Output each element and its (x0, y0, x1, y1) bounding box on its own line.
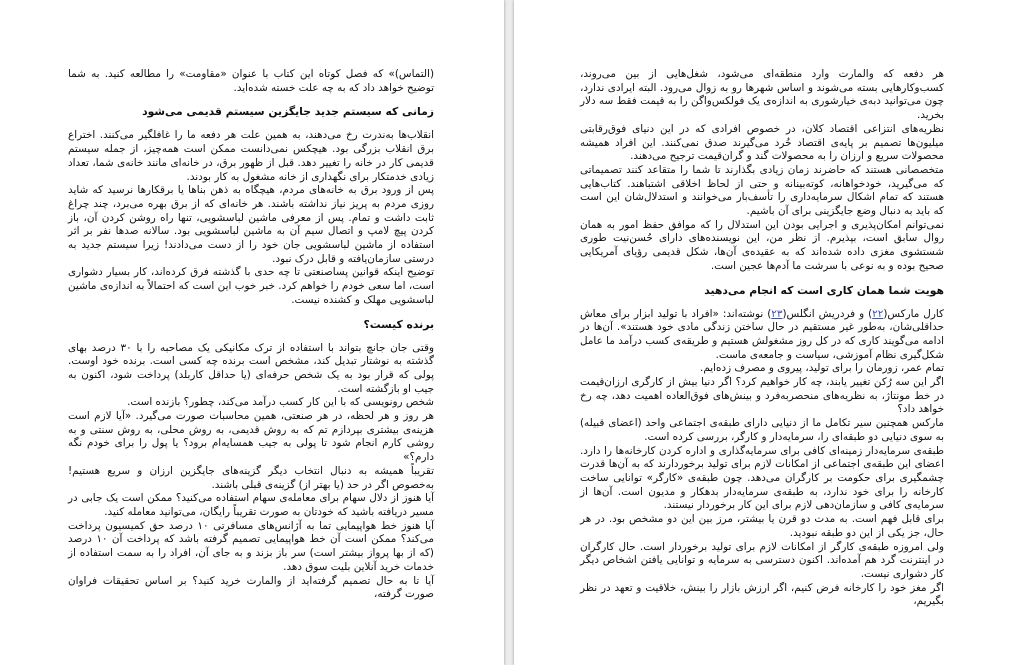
section-heading: برنده کیست؟ (363, 317, 434, 331)
footnote-link-23[interactable]: ۲۳ (771, 307, 783, 320)
page-right-text (580, 68, 944, 609)
paragraph: پس از ورود برق به خانه‌های مردم، هیچگاه به ذهن بناها یا برقکارها نرسید که شاید روزی مردم به پریز نیاز نداشته باشند. هر خانه‌ای که از برق بهره می‌برد، چند چراغ ثابت داشت و تمام. پس از معرفی ماشین لباسشویی، تنها راه روشن کردن آن، باز کردن پیچ لامپ و اتصال سیم آن به ماشین لباسشویی بود. سالانه صدها نفر بر اثر استفاده از ماشین لباسشویی جان خود را از دست می‌دادند! زیرا سیستم جدید به درستی سازمان‌یافته و قابل درک نبود. (68, 184, 434, 265)
section-heading: زمانی که سیستم جدید جایگزین سیستم قدیمی می‌شود (142, 105, 434, 119)
paragraph: تقریباً همیشه به دنبال انتخاب دیگر گزینه‌های جایگزین ارزان و سریع هستیم! به‌خصوص اگر در حد (یا بهتر از) گزینه‌ی قبلی باشند. (68, 464, 434, 491)
paragraph: نظریه‌های انتزاعی اقتصاد کلان، در خصوص افرادی که در این دنیای فوق‌رقابتی میلیون‌ها تصمیم بر پایه‌ی اقتصاد خُرد می‌گیرند صدق نمی‌کنند. این افراد همیشه محصولات سریع و ارزان را به محصولات گند و گران‌قیمت ترجیح می‌دهند. (580, 122, 944, 163)
paragraph: تمام عمر، زورمان را برای تولید، پیروی و مصرف زده‌ایم. (700, 362, 944, 375)
paragraph: مارکس همچنین سیر تکامل ما از دنیایی دارای طبقه‌ی اجتماعی واحد (اعضای قبیله) به سوی دنیایی دو طبقه‌ای را، سرمایه‌دار و کارگر، بررسی کرده است. (580, 417, 944, 443)
paragraph: اگر این سه رُکن تغییر یابند، چه کار خواهیم کرد؟ اگر دنیا بیش از کارگری ارزان‌قیمت در خط مونتاژ، به نظریه‌های منحصربه‌فرد و بینش‌های فوق‌العاده اهمیت دهد، چه رخ خواهد داد؟ (580, 376, 944, 416)
paragraph: هر دفعه که والمارت وارد منطقه‌ای می‌شود، شغل‌هایی از بین می‌روند، کسب‌وکارهایی بسته می‌شوند و اساس شهرها رو به زوال می‌رود. البته ایرادی ندارد، چون می‌توانید دبه‌ی خیارشوری به اندازه‌ی یک فولکس‌واگن را به قیمت فقط سه دلار بخرید. (580, 68, 944, 122)
paragraph-text: کارل مارکس( (883, 307, 944, 320)
paragraph: آیا هنوز از دلال سهام برای معامله‌ی سهام استفاده می‌کنید؟ ممکن است یک جابی در مسیر دریافته باشید که خودتان به صورت تقریباً رایگان، می‌توانید معامله کنید. (68, 492, 434, 518)
paragraph: متخصصانی هستند که حاضرند زمان زیادی بگذارند تا شما را متقاعد کنند تصمیماتی که می‌گیرید، خودخواهانه، کوته‌بینانه و حتی از لحاظ اخلاقی اشتباهند. کتاب‌هایی هستند که تمام اشکال سرمایه‌داری را تأسف‌بار می‌خوانند و استدلال‌شان این است که باید به دنبال وضع جایگزینی برای آن باشیم. (580, 163, 944, 218)
paragraph-with-footnotes (580, 308, 944, 363)
paragraph: هر روز و هر لحظه، در هر صنعتی، همین محاسبات صورت می‌گیرد. «آیا لازم است هزینه‌ی بیشتری بپردازم تم که به روش قدیمی، به روش محلی، به روش سنتی و به روشی کارم انجام شود تا پولی به جیب همسایه‌ام برود؟ یا پول را برای خودم نگه دارم؟» (68, 410, 434, 464)
page-left-text (68, 68, 434, 602)
document-page-right (514, 0, 1024, 665)
paragraph: شخص رونویسی که با این کار کسب درآمد می‌کند، چطور؟ بازنده است. (127, 396, 434, 409)
footnote-link-22[interactable]: ۲۲ (872, 307, 884, 320)
paragraph: نمی‌توانم امکان‌پذیری و اجرایی بودن این استدلال را که موافق حفظ امور به همان روال سابق است، بپذیرم. از نظر من، این نویسنده‌های دارای حُسن‌نیت طوری شستشوی مغزی داده شده‌اند که به عقیده‌ی آن‌ها، شکل قدیمی رؤیای آمریکایی صحیح بوده و به نوعی با سرشت ما آدم‌ها عجین است. (580, 218, 944, 272)
paragraph: انقلاب‌ها به‌ندرت رخ می‌دهند، به همین علت هر دفعه ما را غافلگیر می‌کنند. اختراع برق انقلاب بزرگی بود. هیچکس نمی‌دانست ممکن است همه‌چیز، از جمله سیستم قدیمی کار در خانه را تغییر دهد. قبل از ظهور برق، در خانه‌ای مانند خانه‌ی شما، تعداد زیادی خدمتکار برای نگهداری از خانه مشغول به کار بودند. (68, 129, 434, 183)
paragraph: (التماس)» که فصل کوتاه این کتاب با عنوان «مقاومت» را مطالعه کنید. به شما توضیح خواهد داد که به چه علت خسته شده‌اید. (68, 68, 434, 94)
paragraph: طبقه‌ی سرمایه‌دار زمینه‌ای کافی برای سرمایه‌گذاری و اداره کردن کارخانه‌ها را دارد. اعضای این طبقه‌ی اجتماعی از امکانات لازم برای تولید برخوردارند که به آن‌ها قدرت چشمگیری برای حکومت بر کارگران می‌دهد. چون طبقه‌ی «کارگر» توانایی ساخت کارخانه را برای خود ندارد، به طبقه‌ی سرمایه‌دار بدهکار و مدیون است. آن‌ها از سرمایه‌ی کافی و سازمان‌دهی لازم برای این کار برخوردار نیستند. (580, 444, 944, 512)
paragraph: ولی امروزه طبقه‌ی کارگر از امکانات لازم برای تولید برخوردار است. حال کارگران در اینترنت گرد هم آمده‌اند. اکنون دسترسی به سرمایه و توانایی یافتن اشخاص دیگر کار دشواری نیست. (580, 540, 944, 580)
paragraph-text: ) و فردریش انگلس( (782, 307, 873, 320)
paragraph: توضیح اینکه قوانین پساصنعتی تا چه حدی با گذشته فرق کرده‌اند، کار بسیار دشواری است، اما سعی خودم را خواهم کرد. خبر خوب این است که احتمالاً به اندازه‌ی ماشین لباسشویی مهلک و کشنده نیست. (68, 266, 434, 306)
section-heading: هویت شما همان کاری است که انجام می‌دهید (704, 283, 944, 297)
document-page-left (0, 0, 504, 665)
paragraph: اگر مغز خود را کارخانه فرض کنیم، اگر ارزش بازار را بینش، خلاقیت و تعهد در نظر بگیریم، (580, 581, 944, 608)
paragraph-text: ) نوشته‌اند: «افراد با تولید ابزار برای معاش حداقلی‌شان، به‌طور غیر مستقیم در حال ساختن زندگی مادی خود هستند». آن‌ها در ادامه می‌گویند کاری که در کل روز مشغولش هستیم و طریقه‌ی کسب درآمد ما عامل شکل‌گیری نظام آموزشی، سیاست و جامعه‌ی ماست. (580, 307, 944, 361)
paragraph: آیا هنوز خط هواپیمایی تما به آژانس‌های مسافرتی ۱۰ درصد حق کمیسیون پرداخت می‌کند؟ ممکن است آن خط هواپیمایی تصمیم گرفته باشد که پرداخت آن ۱۰ درصد (که از بها پرواز بیشتر است) سر باز بزند و به جای آن، افراد را به سمت استفاده از خدمات خرید آنلاین بلیت سوق دهد. (68, 519, 434, 573)
paragraph: برای قابل فهم است. به مدت دو قرن یا بیشتر، مرز بین این دو مشخص بود. در هر حال، جز یکی از این دو طبقه نبودید. (580, 513, 944, 539)
paragraph: آیا تا به حال تصمیم گرفته‌اید از والمارت خرید کنید؟ بر اساس تحقیقات فراوان صورت گرفته، (68, 574, 434, 601)
paragraph: وقتی جان جانچ بتواند با استفاده از ترک مکانیکی یک مصاحبه را با ۳۰ درصد بهای گذشته به نوشتار تبدیل کند، مشخص است برنده چه کسی است. برنده خود اوست. پولی که قرار بود به یک شخص حرفه‌ای (یا حداقل کاربلد) پرداخت شود، اکنون به جیب او بازگشته است. (68, 341, 434, 395)
